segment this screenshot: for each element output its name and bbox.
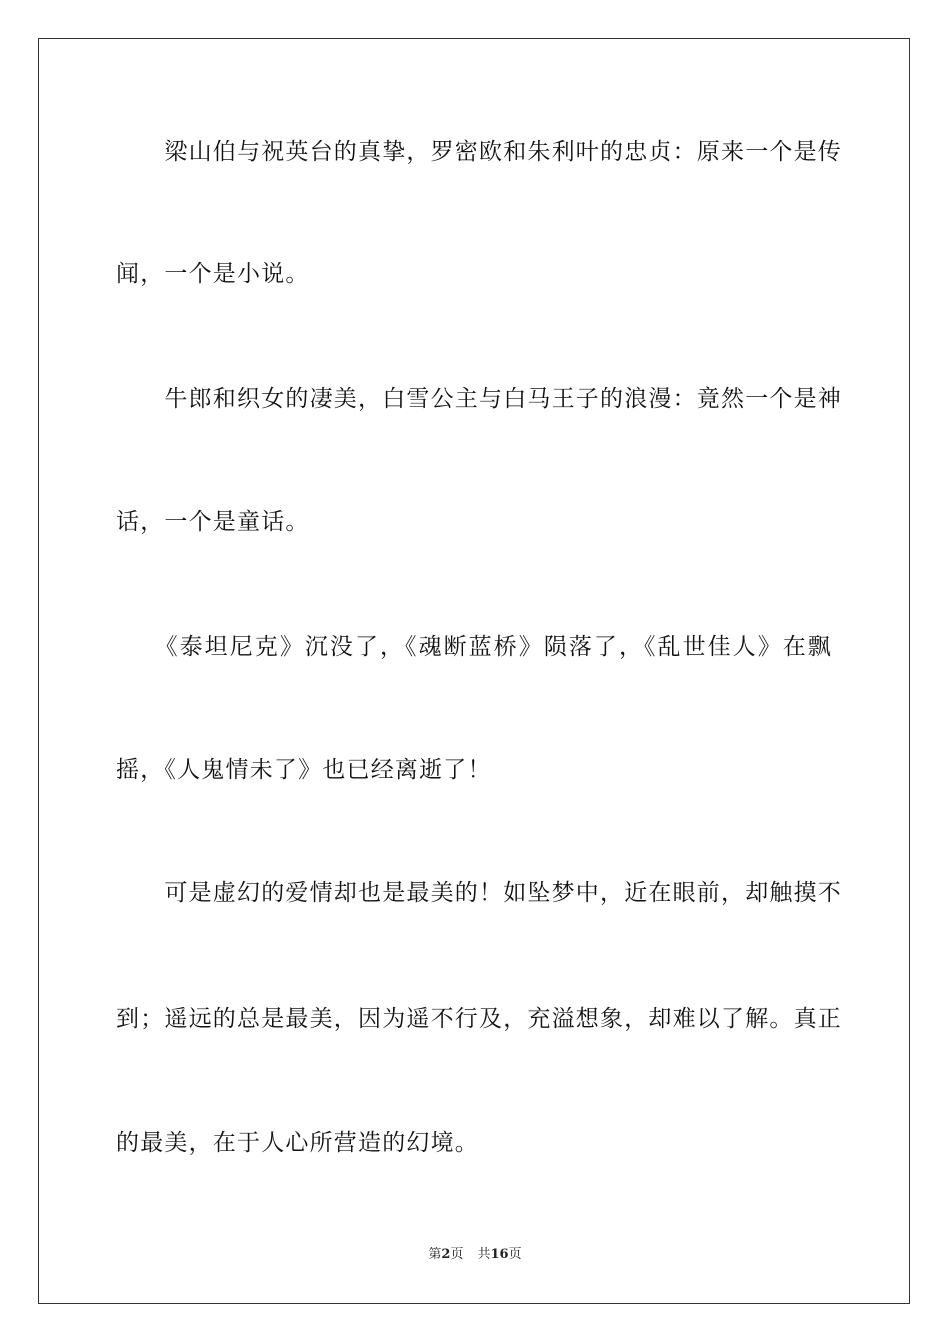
total-suffix: 页 — [508, 1247, 522, 1262]
page-footer — [0, 1246, 950, 1264]
page-prefix: 第 — [428, 1247, 442, 1262]
paragraph-4-line-2: 到；遥远的总是最美，因为遥不行及，充溢想象，却难以了解。真正 — [116, 1006, 842, 1032]
paragraph-4-line-1: 可是虚幻的爱情却也是最美的！如坠梦中，近在眼前，却触摸不 — [116, 880, 842, 906]
paragraph-4-line-3: 的最美，在于人心所营造的幻境。 — [116, 1130, 479, 1156]
total-page-number: 16 — [490, 1247, 509, 1262]
paragraph-1-line-2: 闻，一个是小说。 — [116, 261, 310, 287]
page-border — [38, 38, 910, 1304]
paragraph-2-line-1: 牛郎和织女的凄美，白雪公主与白马王子的浪漫：竟然一个是神 — [116, 386, 842, 412]
paragraph-3-line-2: 摇，《人鬼情未了》也已经离逝了！ — [116, 757, 492, 783]
paragraph-1-line-1: 梁山伯与祝英台的真挚，罗密欧和朱利叶的忠贞：原来一个是传 — [116, 139, 842, 165]
page-suffix: 页 — [450, 1247, 464, 1262]
current-page-number: 2 — [441, 1247, 451, 1262]
total-prefix: 共 — [477, 1247, 491, 1262]
paragraph-3-line-1: 《泰坦尼克》沉没了，《魂断蓝桥》陨落了，《乱世佳人》在飘 — [116, 634, 832, 660]
paragraph-2-line-2: 话，一个是童话。 — [116, 509, 310, 535]
